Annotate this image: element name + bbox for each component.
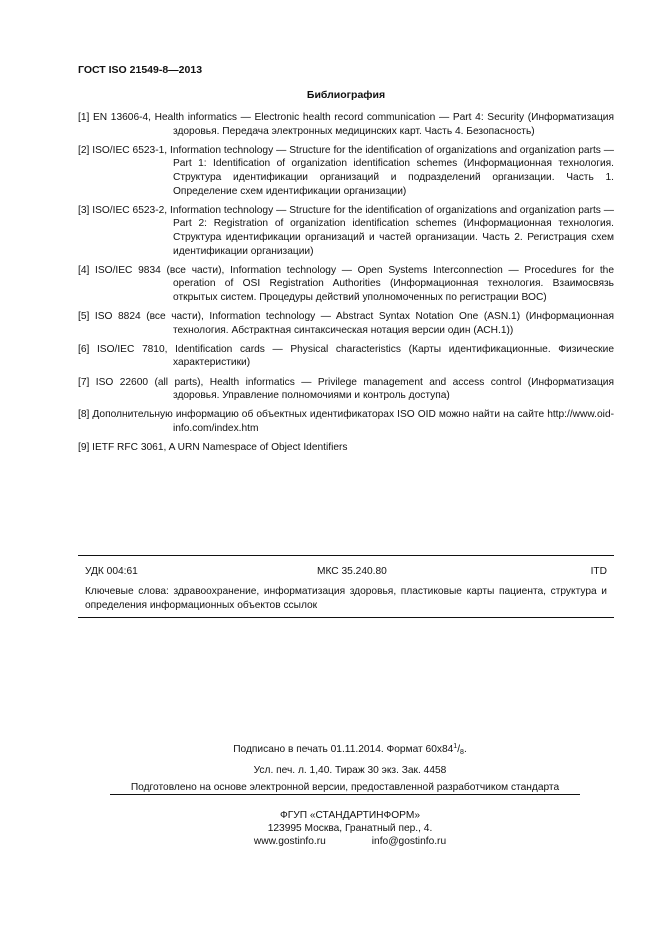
bibliography-item: [1] EN 13606-4, Health informatics — Electronic health record communication — Part 4: Security (Информатизация здоровья. Передача электронных медицинских карт. Часть 4. Безопасность) xyxy=(78,112,614,137)
website-link[interactable]: www.gostinfo.ru xyxy=(253,836,326,847)
udk-code: УДК 004:61 xyxy=(85,566,138,577)
format-suffix: . xyxy=(463,744,467,755)
bibliography-title: Библиография xyxy=(306,89,386,101)
print-info: Усл. печ. л. 1,40. Тираж 30 экз. Зак. 4458 xyxy=(253,765,447,776)
itd-code: ITD xyxy=(590,566,607,577)
classification-top-rule xyxy=(78,555,614,556)
prepared-note: Подготовлено на основе электронной версии, предоставленной разработчиком стандарта xyxy=(110,782,580,795)
signed-prefix: Подписано в печать 01.11.2014. Формат 60х84 xyxy=(233,744,454,755)
bibliography-item: [9] IETF RFC 3061, A URN Namespace of Object Identifiers xyxy=(78,442,348,454)
format-superscript: 1 xyxy=(453,743,458,750)
mks-code: МКС 35.240.80 xyxy=(317,566,387,577)
publisher-address: 123995 Москва, Гранатный пер., 4. xyxy=(267,823,433,834)
standard-code-header: ГОСТ ISO 21549-8—2013 xyxy=(78,64,203,76)
bibliography-item: [5] ISO 8824 (все части), Information technology — Abstract Syntax Notation One (ASN.1) (Информационная технология. Абстрактная синтаксическая нотация версии один (АСН.1)) xyxy=(78,311,614,336)
signed-for-print: Подписано в печать 01.11.2014. Формат $60х84^1/_8$. xyxy=(233,743,467,756)
bibliography-item: [8] Дополнительную информацию об объектных идентификаторах ISO OID можно найти на сайте http://www.oid-info.com/index.htm xyxy=(78,409,614,435)
publisher-name: ФГУП «СТАНДАРТИНФОРМ» xyxy=(279,810,421,821)
bibliography-item: [4] ISO/IEC 9834 (все части), Information technology — Open Systems Interconnection — Procedures for the operation of OSI Registration Authorities (Информационная технология. Взаимосвязь открытых систем. Процедуры действий уполномоченных по регистрации ВОС) xyxy=(78,264,614,303)
keywords: Ключевые слова: здравоохранение, информатизация здоровья, пластиковые карты пациента, структура и определения информационных объектов ссылок xyxy=(85,586,607,611)
classification-bottom-rule xyxy=(78,617,614,618)
email-link[interactable]: info@gostinfo.ru xyxy=(371,836,447,847)
publisher-contacts xyxy=(100,836,600,847)
bibliography-item: [6] ISO/IEC 7810, Identification cards — Physical characteristics (Карты идентификационные. Физические характеристики) xyxy=(78,343,614,369)
bibliography-item: [3] ISO/IEC 6523-2, Information technology — Structure for the identification of organizations and organization parts — Part 2: Registration of organization identification schemes (Информационная технология. Структура идентификации организаций и частей организации. Часть 2. Регистрация схем идентификации организации) xyxy=(78,204,614,257)
bibliography-item: [2] ISO/IEC 6523-1, Information technology — Structure for the identification of organizations and organization parts — Part 1: Identification of organization identification schemes (Информационная технология. Структура идентификации организаций и подразделений организации. Часть 1. Определение схем идентификации организации) xyxy=(78,144,614,197)
format-subscript: 8 xyxy=(460,749,464,756)
bibliography-list xyxy=(78,111,614,455)
classification-row xyxy=(85,566,607,580)
bibliography-item: [7] ISO 22600 (all parts), Health informatics — Privilege management and access control (Информатизация здоровья. Управление полномочиями и контроль доступа) xyxy=(78,376,614,402)
